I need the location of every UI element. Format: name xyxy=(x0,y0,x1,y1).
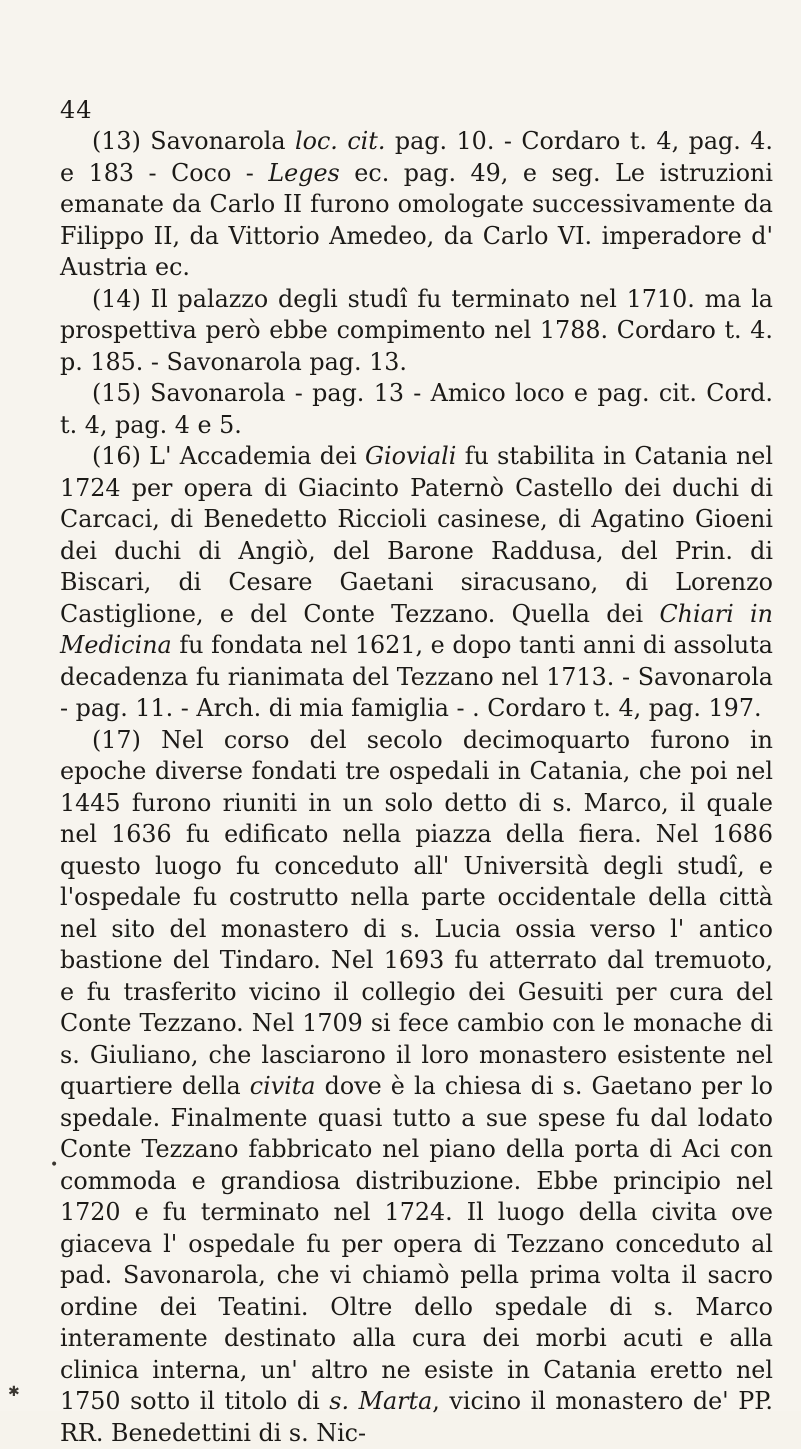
footnote-15: (15) Savonarola - pag. 13 - Amico loco e pag. cit. Cord. t. 4, pag. 4 e 5. xyxy=(60,378,773,441)
footnotes-block xyxy=(60,126,773,1449)
margin-dot-mark: • xyxy=(50,1157,58,1173)
footnote-14: (14) Il palazzo degli studî fu terminato nel 1710. ma la prospettiva però ebbe compimento nel 1788. Cordaro t. 4. p. 185. - Savonarola pag. 13. xyxy=(60,284,773,379)
page-number: 44 xyxy=(60,96,93,124)
footnote-17: (17) Nel corso del secolo decimoquarto furono in epoche diverse fondati tre ospedali in Catania, che poi nel 1445 furono riuniti in un solo detto di s. Marco, il quale nel 1636 fu edificato nella piazza della fiera. Nel 1686 questo luogo fu conceduto all' Università degli studî, e l'ospedale fu costrutto nella parte occidentale della città nel sito del monastero di s. Lucia ossia verso l' antico bastione del Tindaro. Nel 1693 fu atterrato dal tremuoto, e fu trasferito vicino il collegio dei Gesuiti per cura del Conte Tezzano. Nel 1709 si fece cambio con le monache di s. Giuliano, che lasciarono il loro monastero esistente nel quartiere della civita dove è la chiesa di s. Gaetano per lo spedale. Finalmente quasi tutto a sue spese fu dal lodato Conte Tezzano fabbricato nel piano della porta di Aci con commoda e grandiosa distribuzione. Ebbe principio nel 1720 e fu terminato nel 1724. Il luogo della civita ove giaceva l' ospedale fu per opera di Tezzano conceduto al pad. Savonarola, che vi chiamò pella prima volta il sacro ordine dei Teatini. Oltre dello spedale di s. Marco interamente destinato alla cura dei morbi acuti e alla clinica interna, un' altro ne esiste in Catania eretto nel 1750 sotto il titolo di s. Marta, vicino il monastero de' PP. RR. Benedettini di s. Nic- xyxy=(60,725,773,1449)
footnote-13: (13) Savonarola loc. cit. pag. 10. - Cordaro t. 4, pag. 4. e 183 - Coco - Leges ec. pag. 49, e seg. Le istruzioni emanate da Carlo II furono omologate successivamente da Filippo II, da Vittorio Amedeo, da Carlo VI. imperadore d' Austria ec. xyxy=(60,126,773,284)
footnote-16: (16) L' Accademia dei Gioviali fu stabilita in Catania nel 1724 per opera di Giacinto Paternò Castello dei duchi di Carcaci, di Benedetto Riccioli casinese, di Agatino Gioeni dei duchi di Angiò, del Barone Raddusa, del Prin. di Biscari, di Cesare Gaetani siracusano, di Lorenzo Castiglione, e del Conte Tezzano. Quella dei Chiari in Medicina fu fondata nel 1621, e dopo tanti anni di assoluta decadenza fu rianimata del Tezzano nel 1713. - Savonarola - pag. 11. - Arch. di mia famiglia - . Cordaro t. 4, pag. 197. xyxy=(60,441,773,725)
margin-star-mark: ✱ xyxy=(8,1384,20,1400)
